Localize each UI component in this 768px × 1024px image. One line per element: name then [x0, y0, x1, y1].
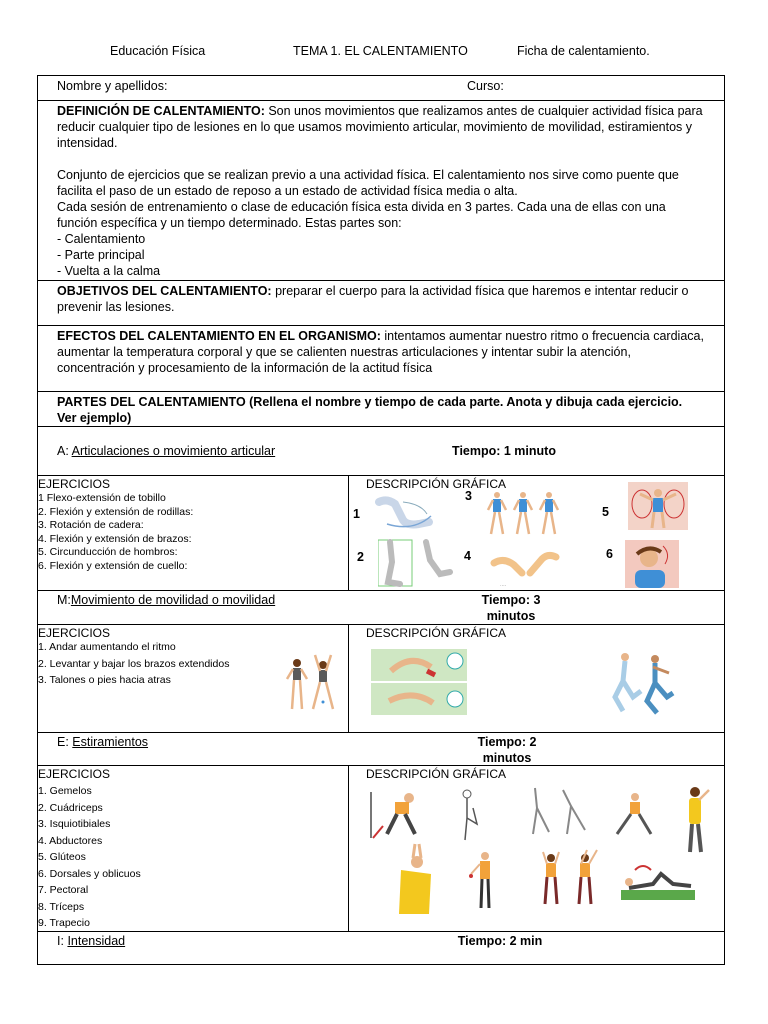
effects-row [38, 326, 725, 392]
dorsal-stretch-illustration [395, 840, 437, 914]
section-e-time[interactable]: Tiempo: 2 minutos [477, 735, 537, 765]
figure-number: 1 [353, 507, 360, 521]
exercise-item: 9. Trapecio [38, 917, 90, 929]
topic-title: TEMA 1. EL CALENTAMIENTO [293, 44, 468, 58]
name-field-label[interactable]: Nombre y apellidos: [57, 79, 168, 93]
definition-text: Son unos movimientos que realizamos antes de cualquier actividad física para reducir cualquier tipo de lesiones en lo que usamos movimiento articular, movimiento de movilidad, estiramientos y intensidad. [57, 104, 703, 150]
section-i-header [38, 931, 725, 964]
exercise-item: 1. Andar aumentando el ritmo [38, 641, 176, 653]
pectoral-stretch-illustration [469, 850, 501, 910]
parts-list-item: - Vuelta a la calma [57, 264, 161, 278]
section-i-name[interactable]: Intensidad [67, 933, 126, 948]
neck-flexion-illustration [625, 540, 679, 588]
parts-intro-text: (Rellena el nombre y tiempo de cada parte. Anota y dibuja cada ejercicio. Ver ejemplo) [57, 395, 683, 425]
section-m-time[interactable]: Tiempo: 3 minutos [481, 593, 541, 623]
figure-number: 3 [465, 489, 472, 503]
exercises-title: EJERCICIOS [38, 767, 111, 781]
figure-number: 2 [357, 550, 364, 564]
exercise-item: 8. Tríceps [38, 900, 85, 913]
ankle-flexion-illustration [373, 494, 435, 536]
effects-label: EFECTOS DEL CALENTAMIENTO EN EL ORGANISMO: [57, 329, 381, 343]
graphic-description-title: DESCRIPCIÓN GRÁFICA [366, 626, 507, 640]
shoulder-circumduction-illustration [628, 482, 688, 530]
sheet-title: Ficha de calentamiento. [517, 44, 650, 58]
parts-list-item: - Calentamiento [57, 232, 146, 246]
exercise-item: 3. Isquiotibiales [38, 818, 111, 830]
exercise-item: 3. Rotación de cadera: [38, 519, 144, 531]
abductor-stretch-illustration [615, 792, 655, 838]
section-i-time[interactable]: Tiempo: 2 min [457, 933, 543, 948]
objectives-text: preparar el cuerpo para la actividad física que haremos e intentar reducir o prevenir las lesiones. [57, 284, 689, 314]
exercise-item: 2. Levantar y bajar los brazos extendidos [38, 657, 230, 670]
section-a-letter: A: [57, 444, 69, 458]
exercise-item: 1 Flexo-extensión de tobillo [38, 492, 166, 504]
exercise-item: 1. Gemelos [38, 785, 92, 797]
heels-back-illustration [607, 651, 677, 717]
exercises-title: EJERCICIOS [38, 477, 111, 491]
exercise-item: 2. Flexión y extensión de rodillas: [38, 505, 194, 518]
subject-label: Educación Física [110, 44, 206, 58]
exercise-item: 7. Pectoral [38, 884, 89, 896]
objectives-label: OBJETIVOS DEL CALENTAMIENTO: [57, 284, 272, 298]
graphic-description-title: DESCRIPCIÓN GRÁFICA [366, 477, 507, 491]
exercise-item: 2. Cuádriceps [38, 801, 103, 814]
arm-flexion-illustration [490, 543, 560, 591]
quadriceps-stretch-illustration [451, 788, 491, 842]
section-e-body [38, 766, 725, 932]
knee-flexion-illustration [378, 538, 453, 588]
parts-list-item: - Parte principal [57, 248, 145, 262]
exercise-item: 4. Flexión y extensión de brazos: [38, 532, 192, 545]
section-m-body [38, 625, 725, 733]
exercises-title: EJERCICIOS [38, 626, 111, 640]
figure-number: 5 [602, 505, 609, 519]
definition-row [38, 101, 725, 281]
svg-text:····: ···· [500, 583, 507, 589]
course-field-label[interactable]: Curso: [467, 79, 504, 93]
effects-text: intentamos aumentar nuestro ritmo o frecuencia cardiaca, aumentar la temperatura corporal y que se calienten nuestras articulaciones y intentar subir la atención, concentración y procesamiento de la información de la actitud física [57, 329, 704, 375]
exercise-item: 3. Talones o pies hacia atras [38, 674, 171, 686]
exercise-item: 6. Flexión y extensión de cuello: [38, 559, 188, 572]
section-a-body [38, 476, 725, 591]
walking-illustration [371, 649, 467, 715]
exercise-item: 5. Circunducción de hombros: [38, 546, 178, 558]
section-a-time[interactable]: Tiempo: 1 minuto [452, 444, 556, 458]
figure-number: 6 [606, 547, 613, 561]
arm-raise-illustration [283, 653, 343, 713]
graphic-description-title: DESCRIPCIÓN GRÁFICA [366, 767, 507, 781]
parts-intro-row [38, 392, 725, 427]
section-m-name[interactable]: Movimiento de movilidad o movilidad [70, 593, 276, 607]
parts-intro-label: PARTES DEL CALENTAMIENTO [57, 395, 246, 409]
exercise-item: 6. Dorsales y oblicuos [38, 867, 141, 880]
objectives-row [38, 281, 725, 326]
calf-stretch-illustration [369, 790, 425, 840]
glute-stretch-illustration [681, 786, 715, 854]
section-a-name[interactable]: Articulaciones o movimiento articular [71, 444, 276, 458]
section-e-letter: E: [57, 735, 69, 749]
exercise-item: 5. Glúteos [38, 851, 86, 863]
section-m-letter: M: [57, 593, 71, 607]
student-row [38, 76, 725, 101]
section-e-name[interactable]: Estiramientos [72, 735, 149, 749]
definition-paragraph-3: Cada sesión de entrenamiento o clase de educación física esta divida en 3 partes. Cada una de ellas con una función específica y un tiempo determinado. Estas partes son: [57, 200, 666, 230]
hip-rotation-illustration [486, 490, 562, 536]
section-a-header [38, 427, 725, 476]
trapezius-stretch-illustration [621, 862, 695, 902]
definition-paragraph-2: Conjunto de ejercicios que se realizan previo a una actividad física. El calentamiento nos sirve como puente que facilita el paso de un estado de reposo a un estado de actividad física media o alta. [57, 168, 679, 198]
definition-label: DEFINICIÓN DE CALENTAMIENTO: [57, 104, 265, 118]
triceps-stretch-illustration [537, 848, 603, 906]
hamstring-stretch-illustration [527, 784, 589, 838]
section-m-header [38, 591, 725, 625]
warmup-sheet [37, 75, 725, 965]
section-e-header [38, 733, 725, 766]
section-i-letter: I: [57, 933, 64, 948]
figure-number: 4 [464, 549, 471, 563]
exercise-item: 4. Abductores [38, 834, 103, 847]
